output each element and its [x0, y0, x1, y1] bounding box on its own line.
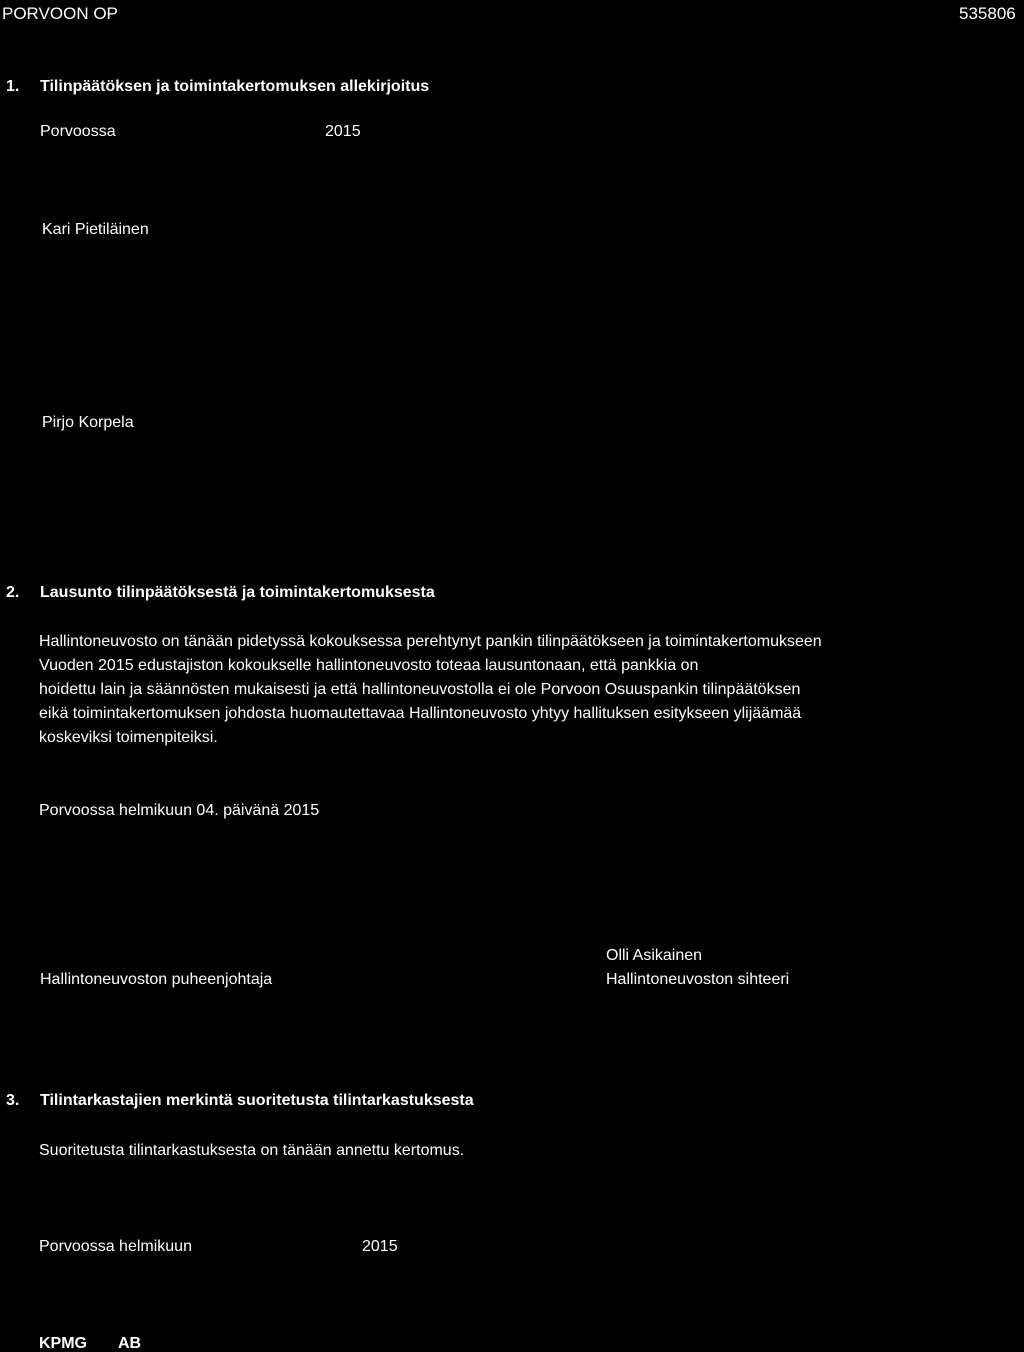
section1-number: 1. — [6, 78, 20, 95]
section3-auditor-part1: KPMG — [39, 1335, 87, 1352]
section1-signer2: Pirjo Korpela — [42, 414, 134, 431]
section2-left-role: Hallintoneuvoston puheenjohtaja — [40, 971, 273, 988]
section3-number: 3. — [6, 1092, 20, 1109]
section2-right-name: Olli Asikainen — [606, 947, 703, 964]
section3-place-month: Porvoossa helmikuun — [39, 1238, 192, 1255]
section2-date-line: Porvoossa helmikuun 04. päivänä 2015 — [39, 802, 320, 819]
section1-year: 2015 — [325, 123, 361, 140]
header-org: PORVOON OP — [2, 4, 118, 23]
section3-title: Tilintarkastajien merkintä suoritetusta tilintarkastuksesta — [40, 1092, 474, 1109]
section2-paragraph: Hallintoneuvosto on tänään pidetyssä kokouksessa perehtynyt pankin tilinpäätökseen ja toimintakertomukseen Vuoden 2015 edustajiston kokoukselle hallintoneuvosto toteaa lausuntonaan, että pankkia on hoidettu lain ja säännösten mukaisesti ja että hallintoneuvostolla ei ole Porvoon Osuuspankin tilinpäätöksen eikä toimintakertomuksen johdosta huomautettavaa Hallintoneuvosto yhtyy hallituksen esitykseen ylijäämää koskeviksi toimenpiteiksi. — [39, 633, 822, 746]
section1-title: Tilinpäätöksen ja toimintakertomuksen allekirjoitus — [40, 78, 430, 95]
section3-auditor-part2: AB — [118, 1335, 142, 1352]
section3-year: 2015 — [362, 1238, 398, 1255]
section2-title: Lausunto tilinpäätöksestä ja toimintakertomuksesta — [40, 584, 435, 601]
header-code: 535806 — [959, 4, 1016, 23]
section1-place: Porvoossa — [40, 123, 116, 140]
section2-right-role: Hallintoneuvoston sihteeri — [606, 971, 790, 988]
section3-text: Suoritetusta tilintarkastuksesta on tänään annettu kertomus. — [39, 1142, 465, 1159]
section2-number: 2. — [6, 584, 20, 601]
section1-signer1: Kari Pietiläinen — [42, 221, 149, 238]
